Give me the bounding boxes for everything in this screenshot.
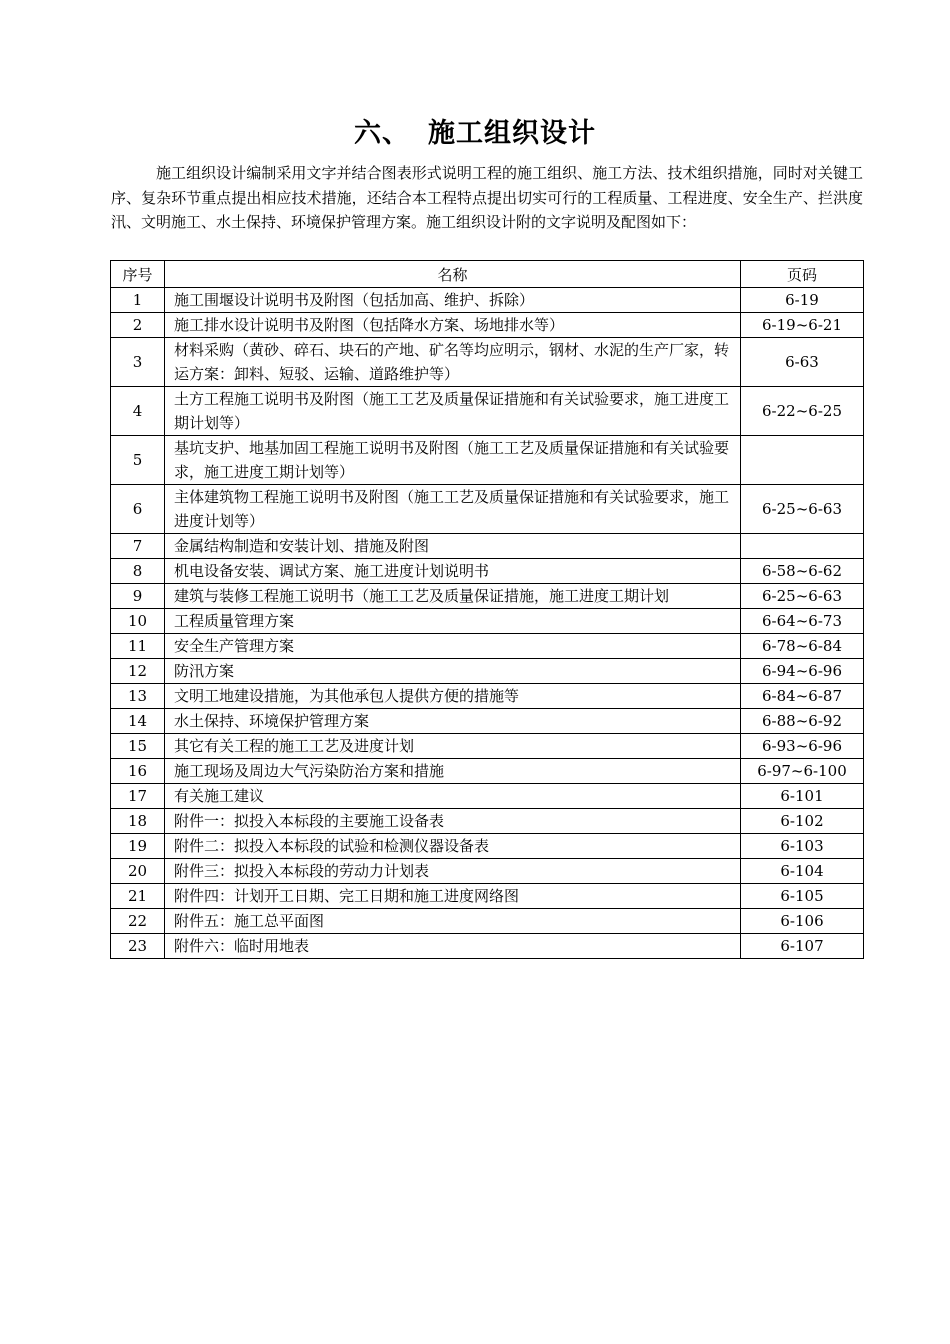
row-number: 4	[111, 387, 165, 436]
row-name: 安全生产管理方案	[165, 634, 741, 659]
row-name: 文明工地建设措施，为其他承包人提供方便的措施等	[165, 684, 741, 709]
row-page: 6-101	[741, 784, 864, 809]
table-row	[111, 534, 864, 559]
row-name: 附件四：计划开工日期、完工日期和施工进度网络图	[165, 884, 741, 909]
row-name: 建筑与装修工程施工说明书（施工工艺及质量保证措施，施工进度工期计划	[165, 584, 741, 609]
row-name: 附件一：拟投入本标段的主要施工设备表	[165, 809, 741, 834]
header-name: 名称	[165, 261, 741, 288]
row-name: 金属结构制造和安装计划、措施及附图	[165, 534, 741, 559]
table-row	[111, 387, 864, 436]
row-number: 10	[111, 609, 165, 634]
row-number: 16	[111, 759, 165, 784]
row-name: 防汛方案	[165, 659, 741, 684]
row-number: 2	[111, 313, 165, 338]
row-name: 附件二：拟投入本标段的试验和检测仪器设备表	[165, 834, 741, 859]
row-number: 12	[111, 659, 165, 684]
row-name: 施工现场及周边大气污染防治方案和措施	[165, 759, 741, 784]
table-row	[111, 634, 864, 659]
row-page: 6-64~6-73	[741, 609, 864, 634]
row-number: 14	[111, 709, 165, 734]
page-title	[0, 114, 950, 154]
row-number: 22	[111, 909, 165, 934]
table-row	[111, 288, 864, 313]
row-page	[741, 436, 864, 485]
row-name: 机电设备安装、调试方案、施工进度计划说明书	[165, 559, 741, 584]
row-number: 3	[111, 338, 165, 387]
row-name: 附件五：施工总平面图	[165, 909, 741, 934]
table-body	[111, 288, 864, 959]
table-row	[111, 684, 864, 709]
row-number: 18	[111, 809, 165, 834]
header-page: 页码	[741, 261, 864, 288]
row-name: 水土保持、环境保护管理方案	[165, 709, 741, 734]
row-page: 6-102	[741, 809, 864, 834]
row-page: 6-93~6-96	[741, 734, 864, 759]
contents-table	[110, 260, 864, 959]
row-number: 19	[111, 834, 165, 859]
table-row	[111, 734, 864, 759]
table-row	[111, 313, 864, 338]
table-row	[111, 784, 864, 809]
row-page: 6-94~6-96	[741, 659, 864, 684]
row-page: 6-88~6-92	[741, 709, 864, 734]
row-name: 附件三：拟投入本标段的劳动力计划表	[165, 859, 741, 884]
table-row	[111, 709, 864, 734]
table-header-row	[111, 261, 864, 288]
table-row	[111, 609, 864, 634]
row-page: 6-105	[741, 884, 864, 909]
row-number: 5	[111, 436, 165, 485]
row-page: 6-84~6-87	[741, 684, 864, 709]
table-row	[111, 485, 864, 534]
row-name: 材料采购（黄砂、碎石、块石的产地、矿名等均应明示，钢材、水泥的生产厂家，转运方案：卸料、短驳、运输、道路维护等）	[165, 338, 741, 387]
row-page: 6-58~6-62	[741, 559, 864, 584]
table-row	[111, 884, 864, 909]
row-name: 工程质量管理方案	[165, 609, 741, 634]
table-row	[111, 909, 864, 934]
title-text: 施工组织设计	[428, 118, 596, 149]
row-page: 6-63	[741, 338, 864, 387]
table-row	[111, 659, 864, 684]
table-row	[111, 338, 864, 387]
table-row	[111, 559, 864, 584]
row-number: 17	[111, 784, 165, 809]
row-number: 11	[111, 634, 165, 659]
row-number: 21	[111, 884, 165, 909]
row-name: 基坑支护、地基加固工程施工说明书及附图（施工工艺及质量保证措施和有关试验要求，施工进度工期计划等）	[165, 436, 741, 485]
row-page: 6-103	[741, 834, 864, 859]
row-number: 8	[111, 559, 165, 584]
table-row	[111, 834, 864, 859]
row-name: 施工围堰设计说明书及附图（包括加高、维护、拆除）	[165, 288, 741, 313]
row-name: 附件六：临时用地表	[165, 934, 741, 959]
row-page: 6-19~6-21	[741, 313, 864, 338]
table-row	[111, 436, 864, 485]
header-no: 序号	[111, 261, 165, 288]
row-page: 6-104	[741, 859, 864, 884]
row-number: 23	[111, 934, 165, 959]
row-page: 6-78~6-84	[741, 634, 864, 659]
row-page: 6-107	[741, 934, 864, 959]
intro-paragraph: 施工组织设计编制采用文字并结合图表形式说明工程的施工组织、施工方法、技术组织措施，同时对关键工序、复杂环节重点提出相应技术措施，还结合本工程特点提出切实可行的工程质量、工程进度、安全生产、拦洪度汛、文明施工、水土保持、环境保护管理方案。施工组织设计附的文字说明及配图如下：	[111, 164, 863, 231]
row-name: 主体建筑物工程施工说明书及附图（施工工艺及质量保证措施和有关试验要求，施工进度计划等）	[165, 485, 741, 534]
row-number: 6	[111, 485, 165, 534]
row-number: 20	[111, 859, 165, 884]
table-row	[111, 584, 864, 609]
table-row	[111, 934, 864, 959]
row-page: 6-19	[741, 288, 864, 313]
row-number: 1	[111, 288, 165, 313]
row-page: 6-106	[741, 909, 864, 934]
row-page: 6-25~6-63	[741, 584, 864, 609]
row-number: 15	[111, 734, 165, 759]
row-number: 13	[111, 684, 165, 709]
row-page: 6-25~6-63	[741, 485, 864, 534]
row-name: 其它有关工程的施工工艺及进度计划	[165, 734, 741, 759]
title-number: 六、	[354, 118, 410, 149]
row-name: 有关施工建议	[165, 784, 741, 809]
row-page	[741, 534, 864, 559]
table-row	[111, 859, 864, 884]
row-page: 6-22~6-25	[741, 387, 864, 436]
table-row	[111, 809, 864, 834]
row-number: 9	[111, 584, 165, 609]
row-page: 6-97~6-100	[741, 759, 864, 784]
row-number: 7	[111, 534, 165, 559]
row-name: 土方工程施工说明书及附图（施工工艺及质量保证措施和有关试验要求，施工进度工期计划等）	[165, 387, 741, 436]
table-row	[111, 759, 864, 784]
row-name: 施工排水设计说明书及附图（包括降水方案、场地排水等）	[165, 313, 741, 338]
